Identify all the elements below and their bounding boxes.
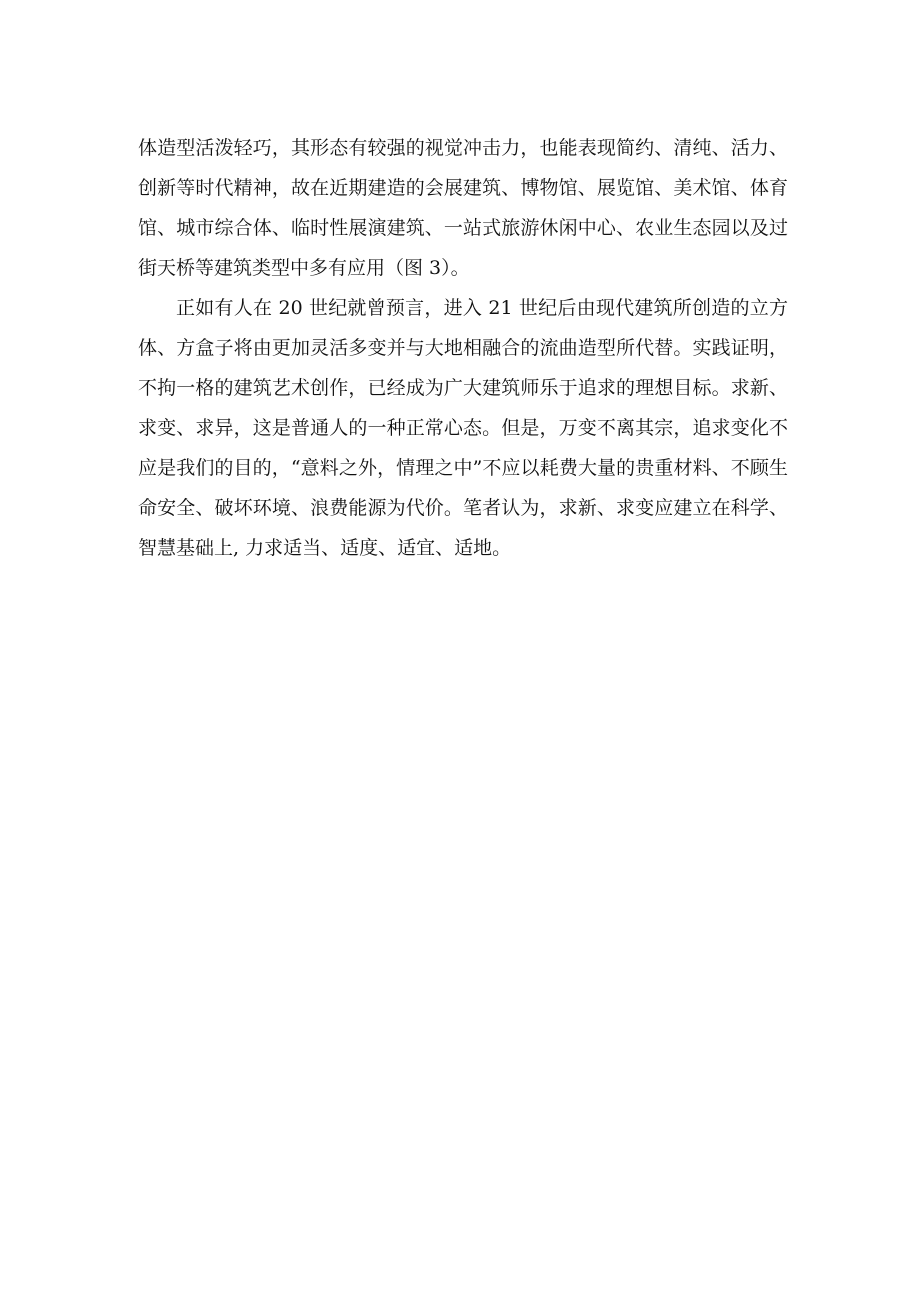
paragraph-conclusion: 正如有人在 20 世纪就曾预言，进入 21 世纪后由现代建筑所创造的立方体、方盒子将由更加灵活多变并与大地相融合的流曲造型所代替。实践证明，不拘一格的建筑艺术创作，已经成为广大建筑师乐于追求的理想目标。求新、求变、求异，这是普通人的一种正常心态。但是，万变不离其宗，追求变化不应是我们的目的，“意料之外，情理之中”不应以耗费大量的贵重材料、不顾生命安全、破坏环境、浪费能源为代价。笔者认为，求新、求变应建立在科学、智慧基础上, 力求适当、适度、适宜、适地。 (138, 297, 788, 559)
paragraph-continuation: 体造型活泼轻巧，其形态有较强的视觉冲击力，也能表现简约、清纯、活力、创新等时代精神，故在近期建造的会展建筑、博物馆、展览馆、美术馆、体育馆、城市综合体、临时性展演建筑、一站式旅游休闲中心、农业生态园以及过街天桥等建筑类型中多有应用（图 3）。 (138, 137, 788, 279)
document-body (138, 128, 788, 568)
